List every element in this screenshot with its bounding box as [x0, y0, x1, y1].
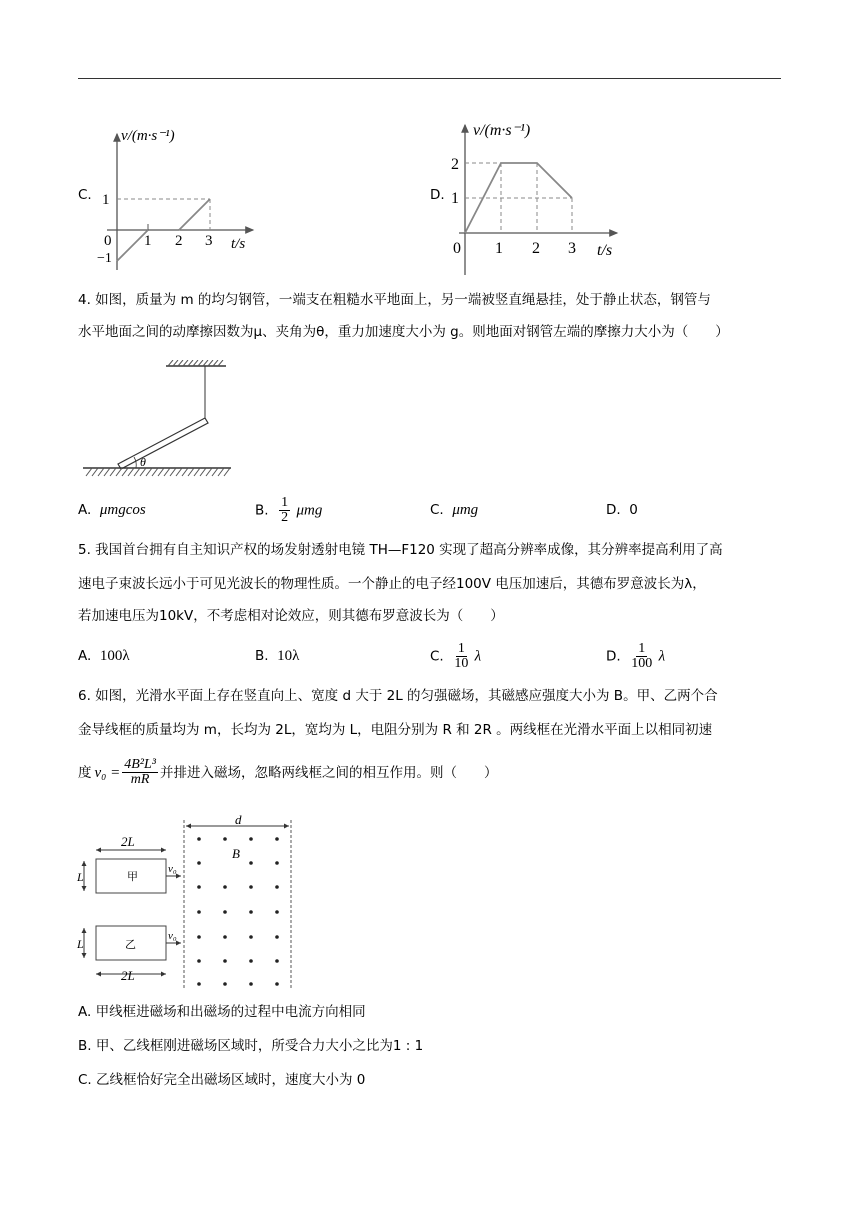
frame-b-label: 乙	[125, 938, 136, 951]
q4-option-c[interactable]: C. μmg	[430, 502, 479, 518]
d-label: d	[235, 812, 242, 827]
q4-option-d[interactable]: D. 0	[606, 502, 638, 518]
q5-option-a[interactable]: A. 100λ	[78, 648, 130, 664]
steel-pipe	[118, 418, 208, 469]
d-ytick-1: 1	[451, 190, 459, 207]
q6-line-3: 度 v₀ = $\frac{\text{4B²L³}}{mR}$ 并排进入磁场，忽略两线框之间的相互作用。则（ ）	[78, 757, 498, 787]
c-xtick-1: 1	[144, 233, 152, 249]
d-xtick-3: 3	[568, 240, 576, 257]
q5-line-3: 若加速电压为10kV，不考虑相对论效应，则其德布罗意波长为（ ）	[78, 608, 504, 624]
q6-line-2: 金导线框的质量均为 m，长均为 2L，宽均为 L，电阻分别为 R 和 2R 。两线框在光滑水平面上以相同初速	[78, 722, 713, 738]
d-xtick-1: 1	[495, 240, 503, 257]
q5-option-c[interactable]: C. $\frac{1}{10}$ λ	[430, 641, 482, 671]
q5-line-1: 5. 我国首台拥有自主知识产权的场发射透射电镜 TH—F120 实现了超高分辨率成像，其分辨率提高利用了高	[78, 542, 723, 558]
q4-figure	[78, 360, 238, 480]
q6-figure	[75, 812, 300, 992]
q6-option-b[interactable]: B. 甲、乙线框刚进磁场区域时，所受合力大小之比为1 : 1	[78, 1038, 424, 1054]
q5-line-2: 速电子束波长远小于可见光波长的物理性质。一个静止的电子经100V 电压加速后，其德布罗意波长为λ，	[78, 576, 706, 592]
d-ytick-2: 2	[451, 156, 459, 173]
q4-line-1: 4. 如图，质量为 m 的均匀钢管，一端支在粗糙水平地面上，另一端被竖直绳悬挂，处于静止状态，钢管与	[78, 292, 711, 308]
len-label-top: 2L	[121, 834, 135, 849]
d-xtick-2: 2	[532, 240, 540, 257]
q5-option-d[interactable]: D. $\frac{1}{100}$ λ	[606, 641, 666, 671]
d-xlabel: t/s	[597, 242, 613, 259]
q6-option-c[interactable]: C. 乙线框恰好完全出磁场区域时，速度大小为 0	[78, 1072, 366, 1088]
c-xtick-0: 0	[104, 233, 112, 249]
graph-c	[95, 120, 260, 275]
q4-option-a[interactable]: A. μmgcos	[78, 502, 146, 518]
angle-label: θ	[140, 455, 146, 469]
c-xtick-3: 3	[205, 233, 213, 249]
svg-text:v₀: v₀	[168, 930, 177, 942]
graph-d	[445, 115, 625, 280]
graph-c-label: C.	[78, 187, 92, 203]
b-label: B	[232, 846, 240, 861]
c-xtick-2: 2	[175, 233, 183, 249]
header-rule	[78, 78, 781, 79]
q4-option-b[interactable]: B. $\frac{1}{2}$ μmg	[255, 495, 323, 525]
c-ytick-neg1: −1	[97, 251, 112, 266]
c-ytick-1: 1	[102, 192, 110, 208]
graph-d-label: D.	[430, 187, 445, 203]
c-ylabel: v/(m·s⁻¹)	[121, 128, 175, 144]
q5-option-b[interactable]: B. 10λ	[255, 648, 300, 664]
c-seg-2	[179, 199, 210, 230]
svg-text:L: L	[77, 937, 84, 951]
q6-option-a[interactable]: A. 甲线框进磁场和出磁场的过程中电流方向相同	[78, 1004, 366, 1020]
d-ylabel: v/(m·s⁻¹)	[473, 122, 531, 139]
svg-text:L: L	[77, 870, 84, 884]
len-label-bottom: 2L	[121, 968, 135, 983]
q6-line-1: 6. 如图，光滑水平面上存在竖直向上、宽度 d 大于 2L 的匀强磁场，其磁感应强度大小为 B。甲、乙两个合	[78, 688, 718, 704]
svg-text:v₀: v₀	[168, 863, 177, 875]
frame-a-label: 甲	[127, 870, 138, 883]
q4-line-2: 水平地面之间的动摩擦因数为μ、夹角为θ，重力加速度大小为 g。则地面对钢管左端的摩擦力大小为（ ）	[78, 324, 729, 340]
d-xtick-0: 0	[453, 240, 461, 257]
c-xlabel: t/s	[231, 236, 246, 252]
